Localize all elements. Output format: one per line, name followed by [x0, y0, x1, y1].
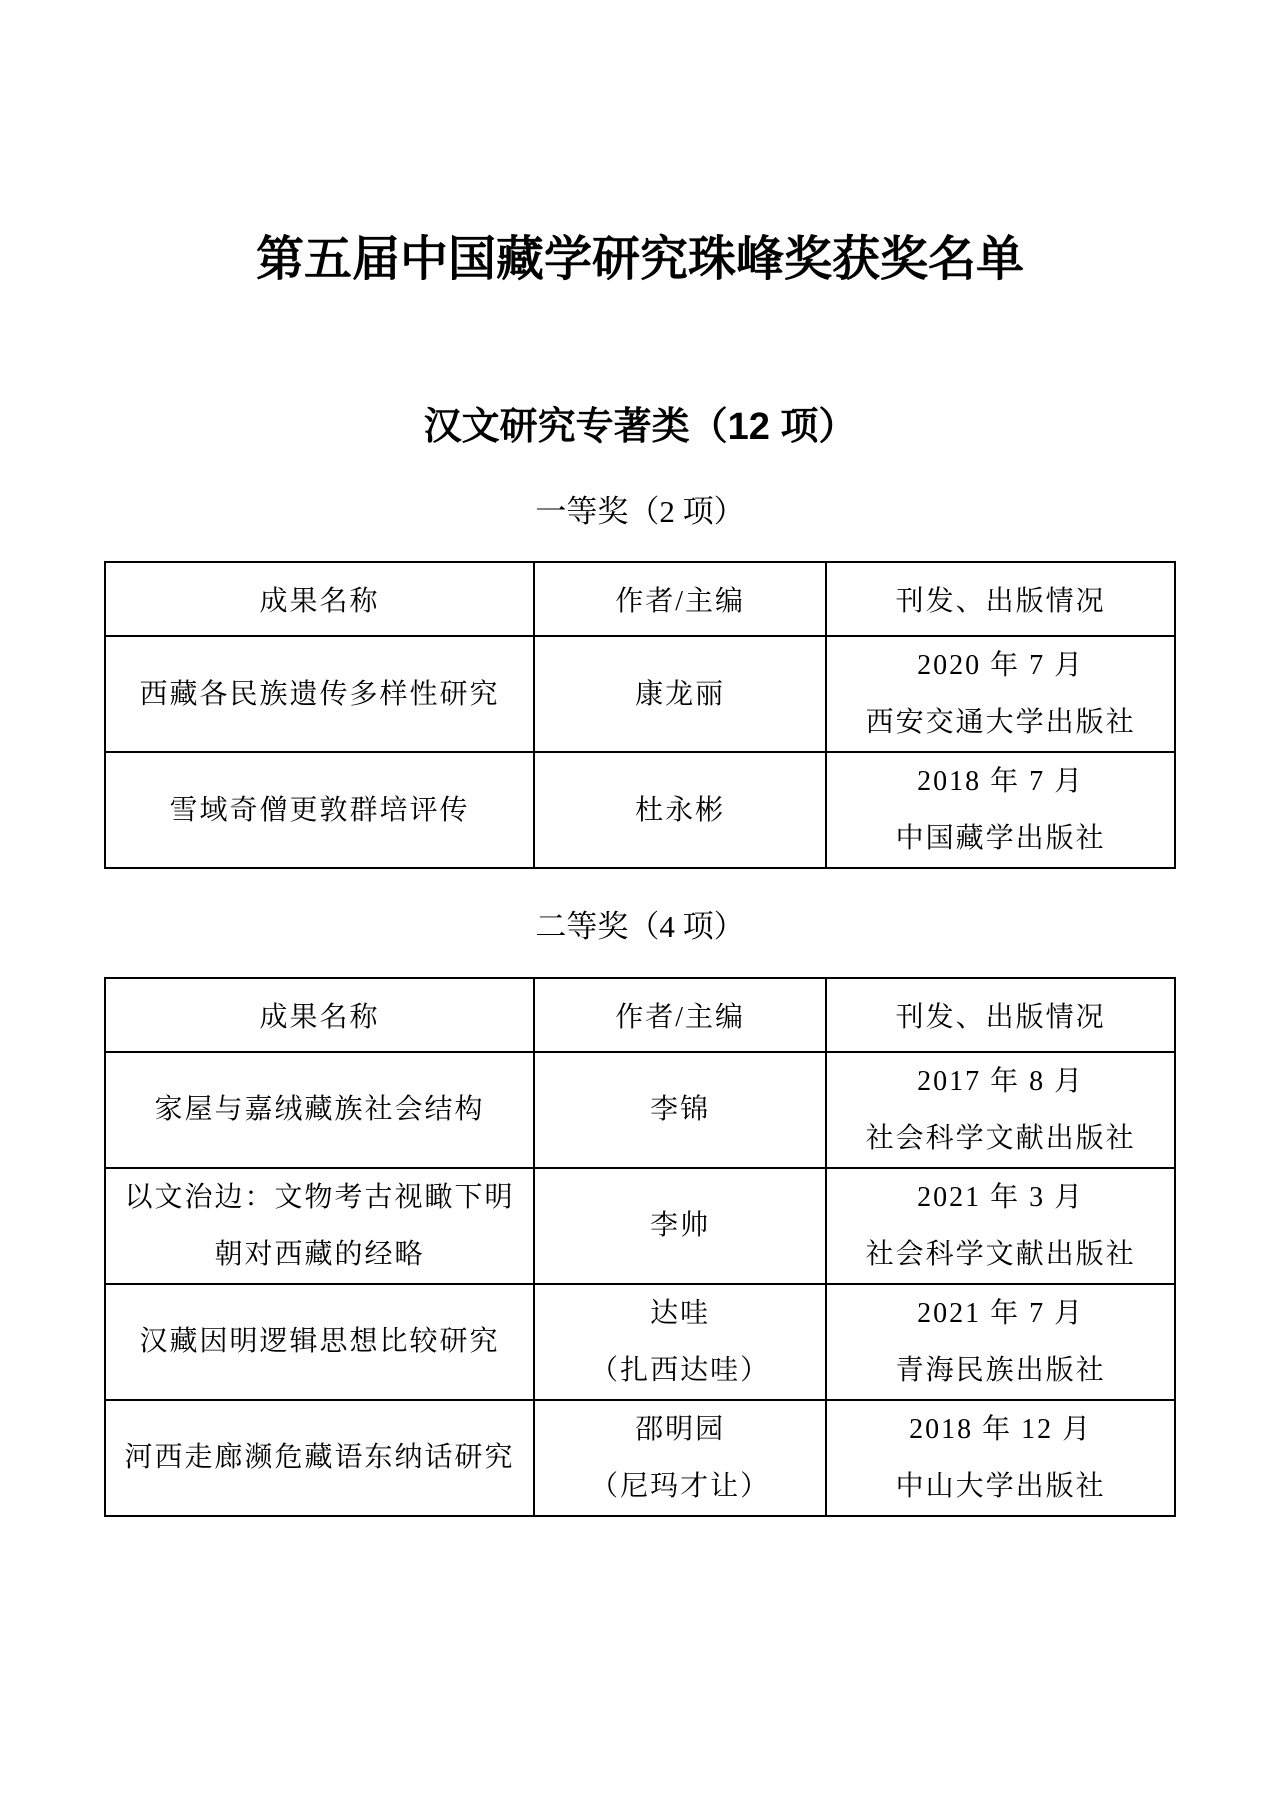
column-header-publication: 刊发、出版情况	[826, 978, 1175, 1052]
column-header-author: 作者/主编	[534, 978, 826, 1052]
work-title: 以文治边：文物考古视瞰下明朝对西藏的经略	[124, 1181, 515, 1270]
publisher-name: 西安交通大学出版社	[865, 707, 1136, 739]
publication-date: 2018 年 7 月	[917, 766, 1085, 798]
sub-heading-first-prize: 一等奖（2 项）	[535, 493, 745, 529]
table-row	[105, 1400, 1175, 1516]
table-row	[105, 752, 1175, 868]
author-name: 邵明园	[635, 1413, 726, 1445]
publisher-name: 中国藏学出版社	[895, 823, 1106, 855]
publication-date: 2021 年 7 月	[917, 1297, 1085, 1329]
cell-work	[105, 752, 534, 868]
work-title: 家屋与嘉绒藏族社会结构	[154, 1094, 485, 1126]
author-name: 李帅	[650, 1210, 711, 1242]
publisher-name: 社会科学文献出版社	[865, 1238, 1136, 1270]
author-name: 达哇	[650, 1297, 711, 1329]
cell-author	[534, 1168, 826, 1284]
column-header-work: 成果名称	[105, 562, 534, 636]
cell-publication	[826, 1284, 1175, 1400]
first-prize-table	[104, 561, 1176, 869]
author-name: 李锦	[650, 1094, 711, 1126]
work-title: 雪域奇僧更敦群培评传	[169, 794, 470, 826]
work-title: 西藏各民族遗传多样性研究	[139, 678, 500, 710]
publication-date: 2017 年 8 月	[917, 1065, 1085, 1097]
work-title: 汉藏因明逻辑思想比较研究	[139, 1326, 500, 1358]
section-heading: 汉文研究专著类（12 项）	[423, 405, 857, 448]
bottom-margin	[0, 1517, 1280, 1777]
column-header-author: 作者/主编	[534, 562, 826, 636]
cell-author	[534, 636, 826, 752]
author-name: 杜永彬	[635, 794, 726, 826]
document-title: 第五届中国藏学研究珠峰奖获奖名单	[255, 233, 1024, 286]
publisher-name: 社会科学文献出版社	[865, 1122, 1136, 1154]
cell-work	[105, 1400, 534, 1516]
cell-work	[105, 1284, 534, 1400]
cell-publication	[826, 752, 1175, 868]
author-alt-name: （扎西达哇）	[590, 1354, 771, 1386]
cell-author	[534, 752, 826, 868]
table-row	[105, 1284, 1175, 1400]
author-alt-name: （尼玛才让）	[590, 1470, 771, 1502]
publisher-name: 青海民族出版社	[895, 1354, 1106, 1386]
cell-author	[534, 1400, 826, 1516]
cell-publication	[826, 636, 1175, 752]
table-row	[105, 1168, 1175, 1284]
publication-date: 2021 年 3 月	[917, 1181, 1085, 1213]
column-header-publication: 刊发、出版情况	[826, 562, 1175, 636]
table-header-row	[105, 978, 1175, 1052]
cell-author	[534, 1052, 826, 1168]
publisher-name: 中山大学出版社	[895, 1470, 1106, 1502]
cell-author	[534, 1284, 826, 1400]
cell-publication	[826, 1052, 1175, 1168]
cell-work	[105, 636, 534, 752]
column-header-work: 成果名称	[105, 978, 534, 1052]
sub-heading-second-prize: 二等奖（4 项）	[535, 909, 745, 945]
publication-date: 2020 年 7 月	[917, 650, 1085, 682]
cell-publication	[826, 1400, 1175, 1516]
author-name: 康龙丽	[635, 678, 726, 710]
table-header-row	[105, 562, 1175, 636]
cell-work	[105, 1052, 534, 1168]
publication-date: 2018 年 12 月	[909, 1413, 1093, 1445]
table-row	[105, 636, 1175, 752]
cell-work	[105, 1168, 534, 1284]
table-row	[105, 1052, 1175, 1168]
second-prize-table	[104, 977, 1176, 1517]
cell-publication	[826, 1168, 1175, 1284]
work-title: 河西走廊濒危藏语东纳话研究	[124, 1442, 515, 1474]
